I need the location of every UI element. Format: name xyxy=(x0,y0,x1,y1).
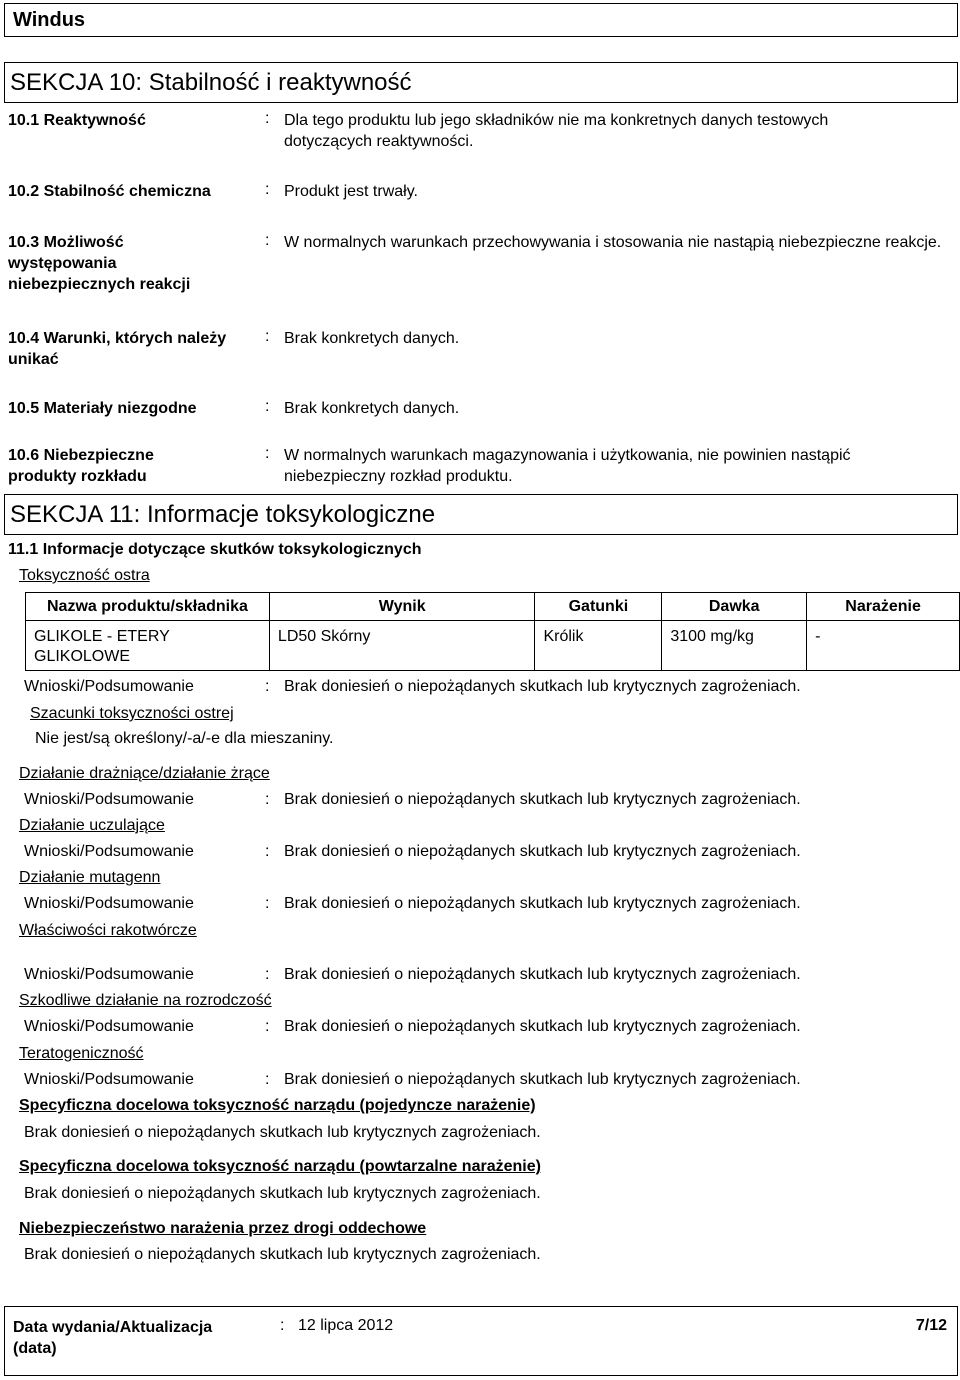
cell-dose: 3100 mg/kg xyxy=(662,621,807,671)
mutagenicity-conclusion-value: Brak doniesień o niepożądanych skutkach lub krytycznych zagrożeniach. xyxy=(284,895,801,912)
item-10-2-sep: : xyxy=(265,181,270,198)
mutagenicity-conclusion-label: Wnioski/Podsumowanie xyxy=(24,895,194,912)
irritation-conclusion-label: Wnioski/Podsumowanie xyxy=(24,791,194,808)
item-10-1-sep: : xyxy=(265,110,270,127)
aspiration-text: Brak doniesień o niepożądanych skutkach lub krytycznych zagrożeniach. xyxy=(24,1246,541,1263)
cell-product: GLIKOLE - ETERY GLIKOLOWE xyxy=(26,621,270,671)
sensitization-conclusion-value: Brak doniesień o niepożądanych skutkach lub krytycznych zagrożeniach. xyxy=(284,843,801,860)
item-10-1-value: Dla tego produktu lub jego składników nie ma konkretnych danych testowych dotyczących reaktywności. xyxy=(284,112,829,150)
reproductive-conclusion-label: Wnioski/Podsumowanie xyxy=(24,1018,194,1035)
irritation-conclusion-value: Brak doniesień o niepożądanych skutkach lub krytycznych zagrożeniach. xyxy=(284,791,801,808)
stot-single-text: Brak doniesień o niepożądanych skutkach lub krytycznych zagrożeniach. xyxy=(24,1124,541,1141)
section-10-title-box xyxy=(4,62,958,103)
col-header-exposure: Narażenie xyxy=(807,593,960,621)
teratogenicity-heading: Teratogeniczność xyxy=(19,1045,144,1062)
acute-conclusion-sep: : xyxy=(265,678,270,695)
carcinogenicity-conclusion-label: Wnioski/Podsumowanie xyxy=(24,966,194,983)
stot-repeated-text: Brak doniesień o niepożądanych skutkach lub krytycznych zagrożeniach. xyxy=(24,1185,541,1202)
item-10-5-value: Brak konkretych danych. xyxy=(284,400,460,417)
footer-label: Data wydania/Aktualizacja (data) xyxy=(13,1319,213,1357)
cell-result: LD50 Skórny xyxy=(269,621,535,671)
item-10-3-label: 10.3 Możliwość występowania niebezpiecznych reakcji xyxy=(8,234,191,293)
section-11-subtitle: 11.1 Informacje dotyczące skutków toksykologicznych xyxy=(8,541,422,558)
acute-conclusion-label: Wnioski/Podsumowanie xyxy=(24,678,194,695)
col-header-product: Nazwa produktu/składnika xyxy=(26,593,270,621)
reproductive-heading: Szkodliwe działanie na rozrodczość xyxy=(19,992,272,1009)
cell-species: Królik xyxy=(535,621,662,671)
acute-toxicity-heading: Toksyczność ostra xyxy=(19,567,150,584)
acute-conclusion-value: Brak doniesień o niepożądanych skutkach lub krytycznych zagrożeniach. xyxy=(284,678,801,695)
sensitization-sep: : xyxy=(265,843,270,860)
irritation-sep: : xyxy=(265,791,270,808)
aspiration-heading: Niebezpieczeństwo narażenia przez drogi oddechowe xyxy=(19,1220,427,1237)
footer-box xyxy=(4,1306,958,1376)
teratogenicity-conclusion-value: Brak doniesień o niepożądanych skutkach lub krytycznych zagrożeniach. xyxy=(284,1071,801,1088)
item-10-5-sep: : xyxy=(265,398,270,415)
col-header-result: Wynik xyxy=(269,593,535,621)
item-10-4-sep: : xyxy=(265,328,270,345)
item-10-3-sep: : xyxy=(265,232,270,249)
carcinogenicity-sep: : xyxy=(265,966,270,983)
carcinogenicity-heading: Właściwości rakotwórcze xyxy=(19,922,197,939)
table-header-row xyxy=(26,593,960,621)
teratogenicity-conclusion-label: Wnioski/Podsumowanie xyxy=(24,1071,194,1088)
section-10-title: SEKCJA 10: Stabilność i reaktywność xyxy=(10,69,412,96)
item-10-4-label: 10.4 Warunki, których należy unikać xyxy=(8,330,227,368)
item-10-2-label: 10.2 Stabilność chemiczna xyxy=(8,183,211,200)
item-10-1-label: 10.1 Reaktywność xyxy=(8,112,146,129)
header-bar xyxy=(4,3,958,37)
section-11-title: SEKCJA 11: Informacje toksykologiczne xyxy=(10,501,436,528)
footer-date: 12 lipca 2012 xyxy=(298,1317,394,1334)
stot-repeated-heading: Specyficzna docelowa toksyczność narządu (powtarzalne narażenie) xyxy=(19,1158,541,1175)
col-header-dose: Dawka xyxy=(662,593,807,621)
item-10-6-value: W normalnych warunkach magazynowania i użytkowania, nie powinien nastąpić niebezpieczny rozkład produktu. xyxy=(284,447,851,485)
footer-sep: : xyxy=(280,1317,285,1334)
sensitization-conclusion-label: Wnioski/Podsumowanie xyxy=(24,843,194,860)
reproductive-conclusion-value: Brak doniesień o niepożądanych skutkach lub krytycznych zagrożeniach. xyxy=(284,1018,801,1035)
item-10-6-sep: : xyxy=(265,445,270,462)
item-10-6-label: 10.6 Niebezpieczne produkty rozkładu xyxy=(8,447,154,485)
reproductive-sep: : xyxy=(265,1018,270,1035)
stot-single-heading: Specyficzna docelowa toksyczność narządu (pojedyncze narażenie) xyxy=(19,1097,536,1114)
carcinogenicity-conclusion-value: Brak doniesień o niepożądanych skutkach lub krytycznych zagrożeniach. xyxy=(284,966,801,983)
document-header-title: Windus xyxy=(13,9,86,31)
cell-exposure: - xyxy=(807,621,960,671)
teratogenicity-sep: : xyxy=(265,1071,270,1088)
mutagenicity-heading: Działanie mutagenn xyxy=(19,869,161,886)
footer-page-number: 7/12 xyxy=(915,1317,947,1334)
estimates-heading: Szacunki toksyczności ostrej xyxy=(30,705,234,722)
item-10-4-value: Brak konkretych danych. xyxy=(284,330,460,347)
irritation-heading: Działanie drażniące/działanie żrące xyxy=(19,765,270,782)
table-row xyxy=(26,621,960,671)
col-header-species: Gatunki xyxy=(535,593,662,621)
section-11-title-box xyxy=(4,494,958,535)
item-10-2-value: Produkt jest trwały. xyxy=(284,183,418,200)
item-10-5-label: 10.5 Materiały niezgodne xyxy=(8,400,197,417)
estimates-text: Nie jest/są określony/-a/-e dla mieszaniny. xyxy=(35,730,334,747)
toxicity-table xyxy=(25,592,960,671)
mutagenicity-sep: : xyxy=(265,895,270,912)
sensitization-heading: Działanie uczulające xyxy=(19,817,165,834)
item-10-3-value: W normalnych warunkach przechowywania i stosowania nie nastąpią niebezpieczne reakcje. xyxy=(284,234,942,251)
